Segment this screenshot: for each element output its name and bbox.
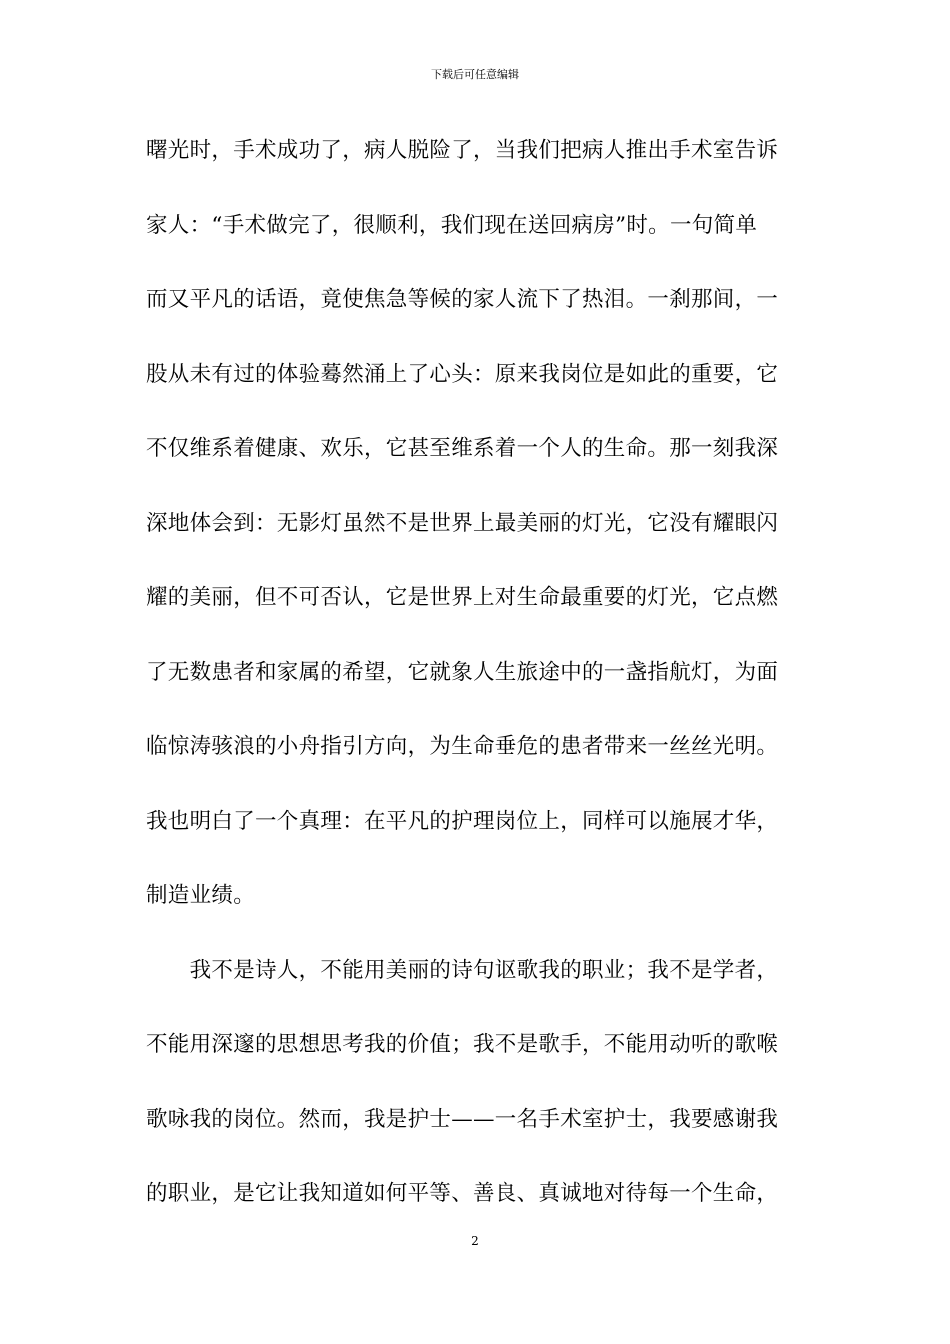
text-line: 临惊涛骇浪的小舟指引方向，为生命垂危的患者带来一丝丝光明。 [146, 734, 779, 759]
text-line: 不能用深邃的思想思考我的价值；我不是歌手，不能用动听的歌喉 [146, 1032, 779, 1057]
text-line: 而又平凡的话语，竟使焦急等候的家人流下了热泪。一刹那间，一 [146, 287, 779, 312]
text-line: 耀的美丽，但不可否认，它是世界上对生命最重要的灯光，它点燃 [146, 585, 779, 610]
text-line: 制造业绩。 [146, 883, 256, 908]
body-text [146, 135, 811, 1253]
text-line: 歌咏我的岗位。然而，我是护士——一名手术室护士，我要感谢我 [146, 1106, 779, 1132]
text-line: 家人：“手术做完了，很顺利，我们现在送回病房”时。一句简单 [146, 212, 758, 238]
text-line: 我不是诗人，不能用美丽的诗句讴歌我的职业；我不是学者， [146, 957, 779, 983]
text-line: 曙光时，手术成功了，病人脱险了，当我们把病人推出手术室告诉 [146, 138, 779, 163]
text-line: 股从未有过的体验蓦然涌上了心头：原来我岗位是如此的重要，它 [146, 361, 779, 387]
text-line: 了无数患者和家属的希望，它就象人生旅途中的一盏指航灯，为面 [146, 659, 779, 685]
page-header: 下载后可任意编辑 [431, 68, 519, 81]
text-line: 的职业，是它让我知道如何平等、善良、真诚地对待每一个生命， [146, 1181, 779, 1206]
page-number: 2 [471, 1234, 479, 1248]
text-line: 不仅维系着健康、欢乐，它甚至维系着一个人的生命。那一刻我深 [146, 436, 779, 461]
text-line: 我也明白了一个真理：在平凡的护理岗位上，同样可以施展才华， [146, 808, 779, 834]
text-line: 深地体会到：无影灯虽然不是世界上最美丽的灯光，它没有耀眼闪 [146, 510, 779, 536]
